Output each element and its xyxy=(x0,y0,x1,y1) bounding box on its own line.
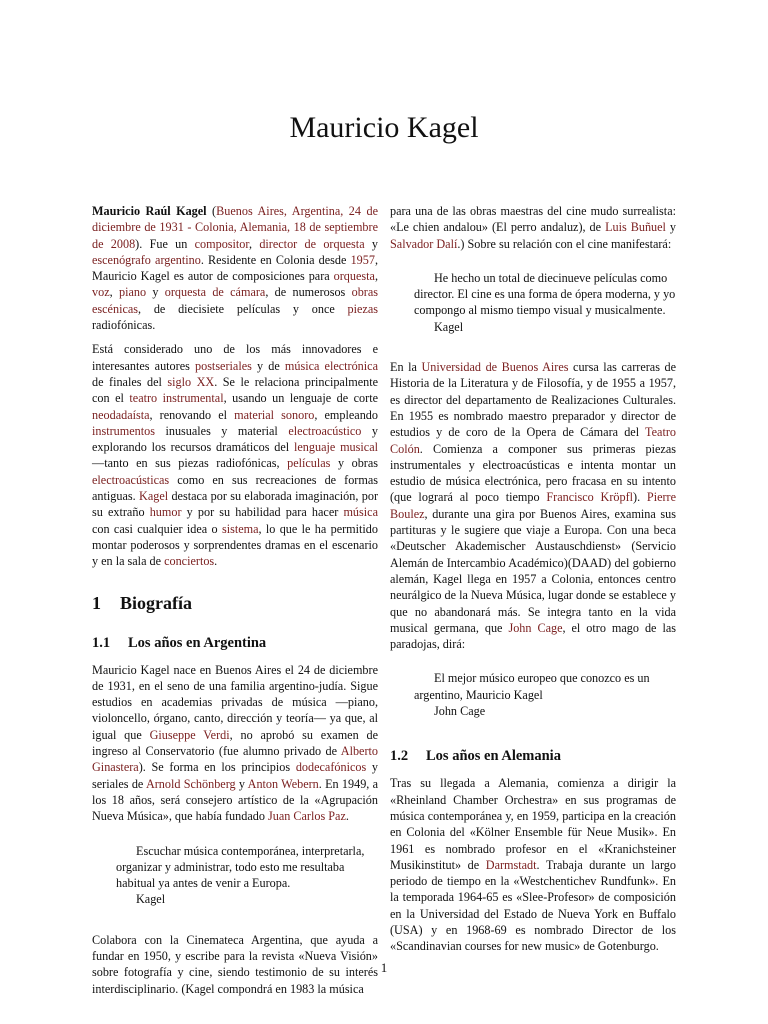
subsection-number: 1.1 xyxy=(92,634,111,651)
text: y obras xyxy=(330,456,378,471)
text: Mauricio Kagel nace en Buenos Aires el 24 de diciembre de 1931, en el seno de una familia argentino-judía. Sigue estudios en academias privadas de música —piano, violoncello, órgano, canto, dirección y teoría— ya que, al igual que xyxy=(92,662,378,742)
blockquote-john-cage xyxy=(414,670,676,719)
link-francisco-kropfl[interactable]: Francisco Kröpfl xyxy=(546,490,634,505)
page-number: 1 xyxy=(380,960,388,975)
quote-text: He hecho un total de diecinueve películas como director. El cine es una forma de ópera moderna, y yo compongo al mismo tiempo visual y musicalmente. xyxy=(414,270,676,318)
link-voz[interactable]: voz xyxy=(92,285,110,300)
link-john-cage[interactable]: John Cage xyxy=(508,620,563,635)
link-darmstadt[interactable]: Darmstadt xyxy=(485,857,537,872)
text: y seriales de xyxy=(92,760,379,791)
text: Está considerado uno de los más innovadores e interesantes autores xyxy=(92,342,378,373)
link-kagel[interactable]: Kagel xyxy=(139,489,169,504)
link-juan-carlos-paz[interactable]: Juan Carlos Paz xyxy=(268,809,346,824)
text: , xyxy=(248,236,260,251)
subsection-title: Los años en Argentina xyxy=(128,634,267,651)
text: ). xyxy=(633,490,647,505)
section-heading-biografia xyxy=(92,592,378,614)
text: , de numerosos xyxy=(265,285,352,300)
section-title: Biografía xyxy=(120,592,192,613)
link-orquesta-camara[interactable]: orquesta de cámara xyxy=(164,285,266,300)
text: —tanto en sus piezas radiofónicas, xyxy=(92,456,288,471)
link-dodecafonicos[interactable]: dodecafónicos xyxy=(295,760,367,775)
link-piano[interactable]: piano xyxy=(118,285,147,300)
link-anton-webern[interactable]: Anton Webern xyxy=(247,776,319,791)
text: Tras su llegada a Alemania, comienza a dirigir la «Rheinland Chamber Orchestra» en sus programas de música contemporánea y, en 1959, participa en la creación en Colonia del «Kölner Ensemble für Neue Musik». En 1961 es nombrado profesor en el «Kranichsteiner Musikinstitut» de xyxy=(390,776,676,872)
quote-text: Escuchar música contemporánea, interpretarla, organizar y administrar, todo esto me resultaba habitual ya antes de venir a Europa. xyxy=(116,843,365,891)
quote-author: John Cage xyxy=(434,704,486,719)
text: y xyxy=(364,236,378,251)
text: destaca por su elaborada imaginación, por su extraño xyxy=(92,489,379,520)
text: y xyxy=(235,776,248,791)
text: , usando un lenguaje de corte xyxy=(223,391,378,406)
argentina-paragraph-2-continued xyxy=(390,203,676,252)
text: .) Sobre su relación con el cine manifestará: xyxy=(457,236,672,251)
link-teatro-colon[interactable]: Teatro Colón xyxy=(390,425,676,456)
text: . Se le relaciona principalmente con el xyxy=(92,374,378,406)
page-title: Mauricio Kagel xyxy=(289,111,479,144)
quote-text: El mejor músico europeo que conozco es un argentino, Mauricio Kagel xyxy=(414,671,650,702)
link-salvador-dali[interactable]: Salvador Dalí xyxy=(390,236,458,251)
text: y xyxy=(146,285,165,300)
link-birth-death[interactable]: Buenos Aires, Argentina, 24 de diciembre de 1931 - Colonia, Alemania, 18 de septiembre de 2008 xyxy=(92,204,378,251)
text: ( xyxy=(206,204,217,218)
text: como en sus recreaciones de formas antiguas. xyxy=(92,472,378,504)
intro-paragraph-1 xyxy=(92,203,378,333)
link-musica-electronica[interactable]: música electrónica xyxy=(284,358,378,373)
link-sistema[interactable]: sistema xyxy=(221,521,259,536)
text: , no aprobó su examen de ingreso al Conservatorio (fue alumno privado de xyxy=(92,727,378,759)
intro-paragraph-2 xyxy=(92,341,378,569)
text: . Trabaja durante un largo periodo de tiempo en la «Westchentichev Rundfunk». En la temporada 1964-65 es «Slee-Profesor» de composición en la Universidad del Estado de Nueva York en Buffalo (USA) y en 1968-69 es nombrado Director de los «Scandinavian courses for new music» de Gotenburgo. xyxy=(390,857,676,954)
link-siglo-xx[interactable]: siglo XX xyxy=(167,374,215,389)
argentina-paragraph-1 xyxy=(92,662,378,825)
link-peliculas[interactable]: películas xyxy=(287,456,331,471)
text: inusuales y material xyxy=(154,423,289,438)
text: , durante una gira por Buenos Aires, examina sus partituras y le sugiere que viaje a Europa. Con una beca «Deutscher Akademischer Austauschdienst» (Servicio Alemán de Intercambio Académico)(DAAD) del gobierno alemán, Kagel llega en 1957 a Colonia, entonces centro neurálgico de la Nueva Música, lugar donde se establece y que no abandonará más. Se integra tanto en la vida musical germana, que xyxy=(390,506,676,635)
text: , lo que le ha permitido montar poderosos y sorprendentes dramas en el escenario y en la sala de xyxy=(92,521,378,569)
text: y xyxy=(665,220,677,235)
text: , Mauricio Kagel es autor de composiciones para xyxy=(92,252,378,284)
subsection-number: 1.2 xyxy=(390,748,409,765)
link-material-sonoro[interactable]: material sonoro xyxy=(234,407,315,422)
text: . xyxy=(214,554,218,569)
link-neodadaista[interactable]: neodadaísta xyxy=(92,407,150,422)
text: . Residente en Colonia desde xyxy=(200,252,351,267)
text: de finales del xyxy=(92,374,168,389)
text: y explorando los recursos dramáticos del xyxy=(92,423,378,455)
link-arnold-schonberg[interactable]: Arnold Schönberg xyxy=(145,776,236,791)
text: , renovando el xyxy=(149,407,235,422)
link-electroacustico[interactable]: electroacústico xyxy=(288,423,362,438)
link-luis-bunuel[interactable]: Luis Buñuel xyxy=(605,220,666,235)
text: ). Fue un xyxy=(135,236,195,251)
left-column xyxy=(92,203,378,1005)
text: En la xyxy=(390,360,422,375)
argentina-paragraph-3 xyxy=(390,359,676,652)
subsection-heading-argentina xyxy=(92,634,378,652)
link-postseriales[interactable]: postseriales xyxy=(195,358,252,373)
text: con casi cualquier idea o xyxy=(92,521,222,536)
link-humor[interactable]: humor xyxy=(149,505,182,520)
link-compositor[interactable]: compositor xyxy=(194,236,249,251)
subsection-title: Los años en Alemania xyxy=(426,748,561,765)
section-number: 1 xyxy=(92,592,101,613)
link-musica[interactable]: música xyxy=(343,505,378,520)
text: . xyxy=(345,809,349,824)
text: cursa las carreras de Historia de la Literatura y de Filosofía, y de 1955 a 1957, es director del departamento de Realizaciones Culturales. En 1955 es nombrado maestro preparador y director de estudios y de coro de la Opera de Cámara del xyxy=(390,360,677,440)
link-electroacusticas[interactable]: electroacústicas xyxy=(92,472,170,487)
argentina-paragraph-2: Colabora con la Cinemateca Argentina, que ayuda a fundar en 1950, y escribe para la revista «Nueva Visión» sobre fotografía y cine, siendo testimonio de su interés interdisciplinario. (Kagel compondrá en 1983 la música xyxy=(92,932,378,996)
blockquote-kagel-2 xyxy=(414,270,676,335)
link-universidad-buenos-aires[interactable]: Universidad de Buenos Aires xyxy=(421,360,569,375)
link-1957[interactable]: 1957 xyxy=(350,252,375,267)
text: , empleando xyxy=(314,407,378,422)
subsection-heading-alemania xyxy=(390,747,676,765)
link-lenguaje-musical[interactable]: lenguaje musical xyxy=(294,440,378,455)
alemania-paragraph-1 xyxy=(390,775,676,954)
quote-author: Kagel xyxy=(434,319,464,334)
quote-author: Kagel xyxy=(136,892,166,907)
text: , xyxy=(374,269,378,284)
link-teatro-instrumental[interactable]: teatro instrumental xyxy=(129,391,224,406)
link-alberto-ginastera[interactable]: Alberto Ginastera xyxy=(92,744,378,775)
link-escenografo[interactable]: escenógrafo argentino xyxy=(92,252,201,267)
subject-name: Mauricio Raúl Kagel xyxy=(92,204,207,218)
link-piezas[interactable]: piezas xyxy=(347,301,378,316)
text: . En 1949, a los 18 años, será consejero artístico de la «Agrupación Nueva Música», que había fundado xyxy=(92,776,379,824)
text: , de diecisiete películas y once xyxy=(138,301,348,316)
blockquote-kagel-1 xyxy=(116,843,378,908)
text: y por su habilidad para hacer xyxy=(181,505,344,520)
text: , xyxy=(109,285,119,300)
text: para una de las obras maestras del cine mudo surrealista: «Le chien andalou» (El perro andaluz), de xyxy=(390,204,676,235)
link-obras-escenicas[interactable]: obras escénicas xyxy=(92,285,379,316)
text: . Comienza a componer sus primeras piezas instrumentales y electroacústicas e intenta montar un estudio de música electrónica, pero fracasa en su intento (que logrará al poco tiempo xyxy=(390,441,676,505)
right-column xyxy=(390,203,676,963)
link-instrumentos[interactable]: instrumentos xyxy=(92,423,155,438)
text: y de xyxy=(251,358,285,373)
text: ). Se forma en los principios xyxy=(138,760,296,775)
link-orquesta[interactable]: orquesta xyxy=(333,269,375,284)
link-director-orquesta[interactable]: director de orquesta xyxy=(259,236,365,251)
link-giuseppe-verdi[interactable]: Giuseppe Verdi xyxy=(149,727,230,742)
text: radiofónicas. xyxy=(92,318,156,333)
link-conciertos[interactable]: conciertos xyxy=(164,554,215,569)
text: , el otro mago de las paradojas, dirá: xyxy=(390,620,676,652)
link-pierre-boulez[interactable]: Pierre Boulez xyxy=(390,490,677,521)
